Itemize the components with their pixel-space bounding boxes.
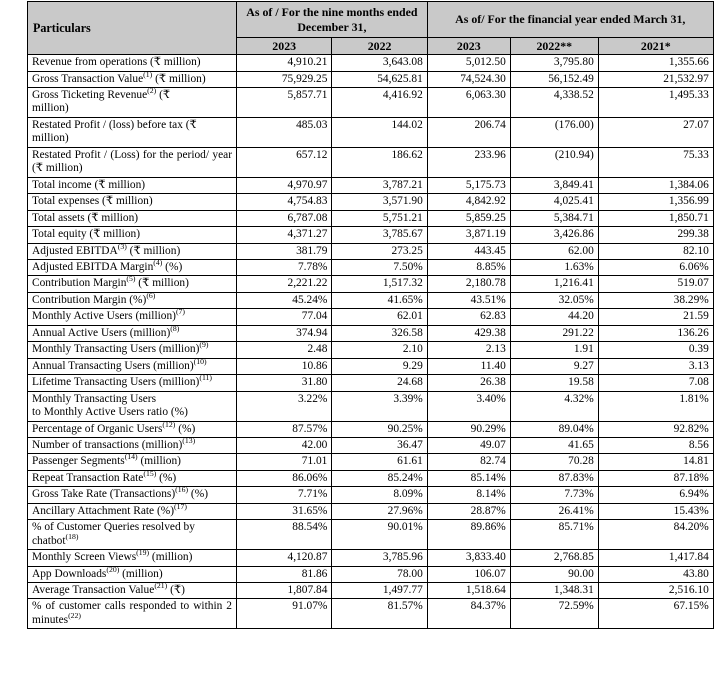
- cell-value: 49.07: [427, 437, 510, 453]
- cell-value: 67.15%: [598, 599, 713, 629]
- cell-value: 3,795.80: [510, 55, 598, 71]
- cell-value: 299.38: [598, 227, 713, 243]
- cell-value: 3.39%: [332, 391, 427, 421]
- cell-value: 5,859.25: [427, 210, 510, 226]
- cell-value: 5,751.21: [332, 210, 427, 226]
- cell-value: 43.51%: [427, 292, 510, 308]
- header-row-groups: [28, 2, 714, 38]
- cell-value: 11.40: [427, 358, 510, 374]
- cell-value: 2.48: [237, 342, 332, 358]
- cell-value: 8.14%: [427, 487, 510, 503]
- column-group-financial-year: As of/ For the financial year ended March 31,: [427, 2, 713, 38]
- table-row: [28, 599, 714, 629]
- cell-value: 1,355.66: [598, 55, 713, 71]
- cell-value: 2.10: [332, 342, 427, 358]
- table-row: [28, 391, 714, 421]
- row-label: Percentage of Organic Users$^{(12)}$ (%): [28, 421, 237, 437]
- row-label: Restated Profit / (loss) before tax (₹ million): [28, 117, 237, 147]
- cell-value: 1,807.84: [237, 583, 332, 599]
- key-performance-indicators-table: [27, 1, 714, 629]
- row-label: Monthly Active Users (million)$^{(7)}$: [28, 309, 237, 325]
- cell-value: 6.94%: [598, 487, 713, 503]
- cell-value: 9.27: [510, 358, 598, 374]
- cell-value: 26.41%: [510, 503, 598, 519]
- cell-value: 519.07: [598, 276, 713, 292]
- cell-value: 1.91: [510, 342, 598, 358]
- table-row: [28, 309, 714, 325]
- table-row: [28, 520, 714, 550]
- cell-value: 4,416.92: [332, 87, 427, 117]
- table-row: [28, 375, 714, 391]
- cell-value: 273.25: [332, 243, 427, 259]
- cell-value: 27.96%: [332, 503, 427, 519]
- cell-value: 4,120.87: [237, 550, 332, 566]
- column-header-year-1: 2022: [332, 38, 427, 55]
- cell-value: 21.59: [598, 309, 713, 325]
- cell-value: 7.78%: [237, 259, 332, 275]
- row-label: Average Transaction Value$^{(21)}$ (₹): [28, 583, 237, 599]
- row-label: Annual Transacting Users (million)$^{(10)}$: [28, 358, 237, 374]
- cell-value: 10.86: [237, 358, 332, 374]
- cell-value: 62.01: [332, 309, 427, 325]
- cell-value: 15.43%: [598, 503, 713, 519]
- cell-value: 2.13: [427, 342, 510, 358]
- cell-value: 3,849.41: [510, 177, 598, 193]
- table-row: [28, 177, 714, 193]
- cell-value: 81.57%: [332, 599, 427, 629]
- row-label: Lifetime Transacting Users (million)$^{(11)}$: [28, 375, 237, 391]
- cell-value: 1,216.41: [510, 276, 598, 292]
- cell-value: 6,787.08: [237, 210, 332, 226]
- column-header-particulars: Particulars: [28, 2, 237, 55]
- table-row: [28, 566, 714, 582]
- cell-value: 45.24%: [237, 292, 332, 308]
- cell-value: 19.58: [510, 375, 598, 391]
- cell-value: 374.94: [237, 325, 332, 341]
- cell-value: 1,517.32: [332, 276, 427, 292]
- row-label: Total expenses (₹ million): [28, 194, 237, 210]
- cell-value: 3,787.21: [332, 177, 427, 193]
- table-row: [28, 259, 714, 275]
- cell-value: 54,625.81: [332, 71, 427, 87]
- table-row: [28, 292, 714, 308]
- cell-value: 82.74: [427, 454, 510, 470]
- cell-value: 21,532.97: [598, 71, 713, 87]
- row-label: Repeat Transaction Rate$^{(15)}$ (%): [28, 470, 237, 486]
- table-header: [28, 2, 714, 55]
- cell-value: 84.20%: [598, 520, 713, 550]
- row-label: Adjusted EBITDA Margin$^{(4)}$ (%): [28, 259, 237, 275]
- cell-value: 77.04: [237, 309, 332, 325]
- cell-value: 85.71%: [510, 520, 598, 550]
- cell-value: 32.05%: [510, 292, 598, 308]
- table-row: [28, 117, 714, 147]
- row-label: Gross Transaction Value$^{(1)}$ (₹ million): [28, 71, 237, 87]
- table-row: [28, 342, 714, 358]
- cell-value: 27.07: [598, 117, 713, 147]
- cell-value: 5,384.71: [510, 210, 598, 226]
- table-row: [28, 421, 714, 437]
- cell-value: 74,524.30: [427, 71, 510, 87]
- cell-value: 1,417.84: [598, 550, 713, 566]
- cell-value: 85.24%: [332, 470, 427, 486]
- row-label: Total assets (₹ million): [28, 210, 237, 226]
- cell-value: 41.65%: [332, 292, 427, 308]
- cell-value: 14.81: [598, 454, 713, 470]
- table-row: [28, 470, 714, 486]
- cell-value: 106.07: [427, 566, 510, 582]
- cell-value: 75.33: [598, 147, 713, 177]
- table-row: [28, 210, 714, 226]
- cell-value: 26.38: [427, 375, 510, 391]
- cell-value: 1,356.99: [598, 194, 713, 210]
- cell-value: 71.01: [237, 454, 332, 470]
- cell-value: 87.18%: [598, 470, 713, 486]
- row-label: Ancillary Attachment Rate (%)$^{(17)}$: [28, 503, 237, 519]
- cell-value: 4.32%: [510, 391, 598, 421]
- row-label: App Downloads$^{(20)}$ (million): [28, 566, 237, 582]
- table-row: [28, 325, 714, 341]
- row-label: Total equity (₹ million): [28, 227, 237, 243]
- cell-value: 4,338.52: [510, 87, 598, 117]
- cell-value: 7.50%: [332, 259, 427, 275]
- cell-value: 43.80: [598, 566, 713, 582]
- table-row: [28, 276, 714, 292]
- cell-value: 144.02: [332, 117, 427, 147]
- cell-value: 136.26: [598, 325, 713, 341]
- row-label: Contribution Margin (%)$^{(6)}$: [28, 292, 237, 308]
- cell-value: 4,025.41: [510, 194, 598, 210]
- table-row: [28, 550, 714, 566]
- cell-value: 87.83%: [510, 470, 598, 486]
- cell-value: 2,221.22: [237, 276, 332, 292]
- cell-value: 3,871.19: [427, 227, 510, 243]
- cell-value: 2,516.10: [598, 583, 713, 599]
- row-label: Number of transactions (million)$^{(13)}$: [28, 437, 237, 453]
- column-header-year-2: 2023: [427, 38, 510, 55]
- cell-value: 4,970.97: [237, 177, 332, 193]
- cell-value: (176.00): [510, 117, 598, 147]
- cell-value: 75,929.25: [237, 71, 332, 87]
- cell-value: 8.56: [598, 437, 713, 453]
- cell-value: 2,180.78: [427, 276, 510, 292]
- cell-value: 1,384.06: [598, 177, 713, 193]
- cell-value: 90.25%: [332, 421, 427, 437]
- cell-value: 8.85%: [427, 259, 510, 275]
- cell-value: 443.45: [427, 243, 510, 259]
- row-label: % of Customer Queries resolved by chatbot$^{(18)}$: [28, 520, 237, 550]
- cell-value: 4,371.27: [237, 227, 332, 243]
- cell-value: 657.12: [237, 147, 332, 177]
- cell-value: 61.61: [332, 454, 427, 470]
- cell-value: 70.28: [510, 454, 598, 470]
- table-row: [28, 194, 714, 210]
- cell-value: 88.54%: [237, 520, 332, 550]
- cell-value: 1,495.33: [598, 87, 713, 117]
- cell-value: 6.06%: [598, 259, 713, 275]
- cell-value: 28.87%: [427, 503, 510, 519]
- cell-value: 3.13: [598, 358, 713, 374]
- table-row: [28, 227, 714, 243]
- row-label: Revenue from operations (₹ million): [28, 55, 237, 71]
- cell-value: 91.07%: [237, 599, 332, 629]
- table-row: [28, 437, 714, 453]
- table-row: [28, 55, 714, 71]
- row-label: Monthly Transacting Users (million)$^{(9)}$: [28, 342, 237, 358]
- cell-value: 485.03: [237, 117, 332, 147]
- row-label: Contribution Margin$^{(5)}$ (₹ million): [28, 276, 237, 292]
- cell-value: 87.57%: [237, 421, 332, 437]
- row-label: Gross Take Rate (Transactions)$^{(16)}$ (%): [28, 487, 237, 503]
- cell-value: 381.79: [237, 243, 332, 259]
- cell-value: 1,497.77: [332, 583, 427, 599]
- cell-value: 85.14%: [427, 470, 510, 486]
- cell-value: 3,785.96: [332, 550, 427, 566]
- cell-value: 82.10: [598, 243, 713, 259]
- table-row: [28, 243, 714, 259]
- cell-value: 62.83: [427, 309, 510, 325]
- cell-value: 31.65%: [237, 503, 332, 519]
- cell-value: 4,842.92: [427, 194, 510, 210]
- cell-value: 7.73%: [510, 487, 598, 503]
- cell-value: 3.40%: [427, 391, 510, 421]
- cell-value: 38.29%: [598, 292, 713, 308]
- cell-value: 1.63%: [510, 259, 598, 275]
- table-body: [28, 55, 714, 629]
- cell-value: 24.68: [332, 375, 427, 391]
- cell-value: 4,754.83: [237, 194, 332, 210]
- row-label: Adjusted EBITDA$^{(3)}$ (₹ million): [28, 243, 237, 259]
- cell-value: 1,348.31: [510, 583, 598, 599]
- cell-value: 84.37%: [427, 599, 510, 629]
- cell-value: (210.94): [510, 147, 598, 177]
- cell-value: 31.80: [237, 375, 332, 391]
- table-row: [28, 454, 714, 470]
- table-row: [28, 503, 714, 519]
- table-row: [28, 358, 714, 374]
- cell-value: 90.29%: [427, 421, 510, 437]
- row-label: Restated Profit / (Loss) for the period/ year (₹ million): [28, 147, 237, 177]
- row-label: Annual Active Users (million)$^{(8)}$: [28, 325, 237, 341]
- cell-value: 89.04%: [510, 421, 598, 437]
- cell-value: 1,518.64: [427, 583, 510, 599]
- cell-value: 291.22: [510, 325, 598, 341]
- table-row: [28, 147, 714, 177]
- cell-value: 8.09%: [332, 487, 427, 503]
- cell-value: 3.22%: [237, 391, 332, 421]
- cell-value: 3,833.40: [427, 550, 510, 566]
- row-label: Monthly Transacting Users to Monthly Active Users ratio (%): [28, 391, 237, 421]
- cell-value: 56,152.49: [510, 71, 598, 87]
- cell-value: 7.08: [598, 375, 713, 391]
- cell-value: 1,850.71: [598, 210, 713, 226]
- cell-value: 3,571.90: [332, 194, 427, 210]
- table-row: [28, 487, 714, 503]
- cell-value: 62.00: [510, 243, 598, 259]
- cell-value: 36.47: [332, 437, 427, 453]
- cell-value: 5,012.50: [427, 55, 510, 71]
- cell-value: 81.86: [237, 566, 332, 582]
- cell-value: 9.29: [332, 358, 427, 374]
- cell-value: 41.65: [510, 437, 598, 453]
- row-label: Monthly Screen Views$^{(19)}$ (million): [28, 550, 237, 566]
- cell-value: 4,910.21: [237, 55, 332, 71]
- cell-value: 6,063.30: [427, 87, 510, 117]
- cell-value: 233.96: [427, 147, 510, 177]
- table-row: [28, 87, 714, 117]
- cell-value: 3,426.86: [510, 227, 598, 243]
- table-row: [28, 583, 714, 599]
- cell-value: 0.39: [598, 342, 713, 358]
- cell-value: 429.38: [427, 325, 510, 341]
- column-header-year-0: 2023: [237, 38, 332, 55]
- column-group-nine-months: As of / For the nine months ended December 31,: [237, 2, 428, 38]
- cell-value: 1.81%: [598, 391, 713, 421]
- cell-value: 44.20: [510, 309, 598, 325]
- cell-value: 42.00: [237, 437, 332, 453]
- cell-value: 72.59%: [510, 599, 598, 629]
- cell-value: 3,643.08: [332, 55, 427, 71]
- cell-value: 89.86%: [427, 520, 510, 550]
- row-label: Total income (₹ million): [28, 177, 237, 193]
- row-label: % of customer calls responded to within 2 minutes$^{(22)}$: [28, 599, 237, 629]
- cell-value: 206.74: [427, 117, 510, 147]
- column-header-year-4: 2021*: [598, 38, 713, 55]
- cell-value: 3,785.67: [332, 227, 427, 243]
- cell-value: 186.62: [332, 147, 427, 177]
- table-row: [28, 71, 714, 87]
- cell-value: 90.01%: [332, 520, 427, 550]
- cell-value: 78.00: [332, 566, 427, 582]
- column-header-year-3: 2022**: [510, 38, 598, 55]
- cell-value: 5,857.71: [237, 87, 332, 117]
- cell-value: 92.82%: [598, 421, 713, 437]
- cell-value: 86.06%: [237, 470, 332, 486]
- cell-value: 7.71%: [237, 487, 332, 503]
- cell-value: 90.00: [510, 566, 598, 582]
- cell-value: 5,175.73: [427, 177, 510, 193]
- row-label: Gross Ticketing Revenue$^{(2)}$ (₹ million): [28, 87, 237, 117]
- cell-value: 326.58: [332, 325, 427, 341]
- row-label: Passenger Segments$^{(14)}$ (million): [28, 454, 237, 470]
- cell-value: 2,768.85: [510, 550, 598, 566]
